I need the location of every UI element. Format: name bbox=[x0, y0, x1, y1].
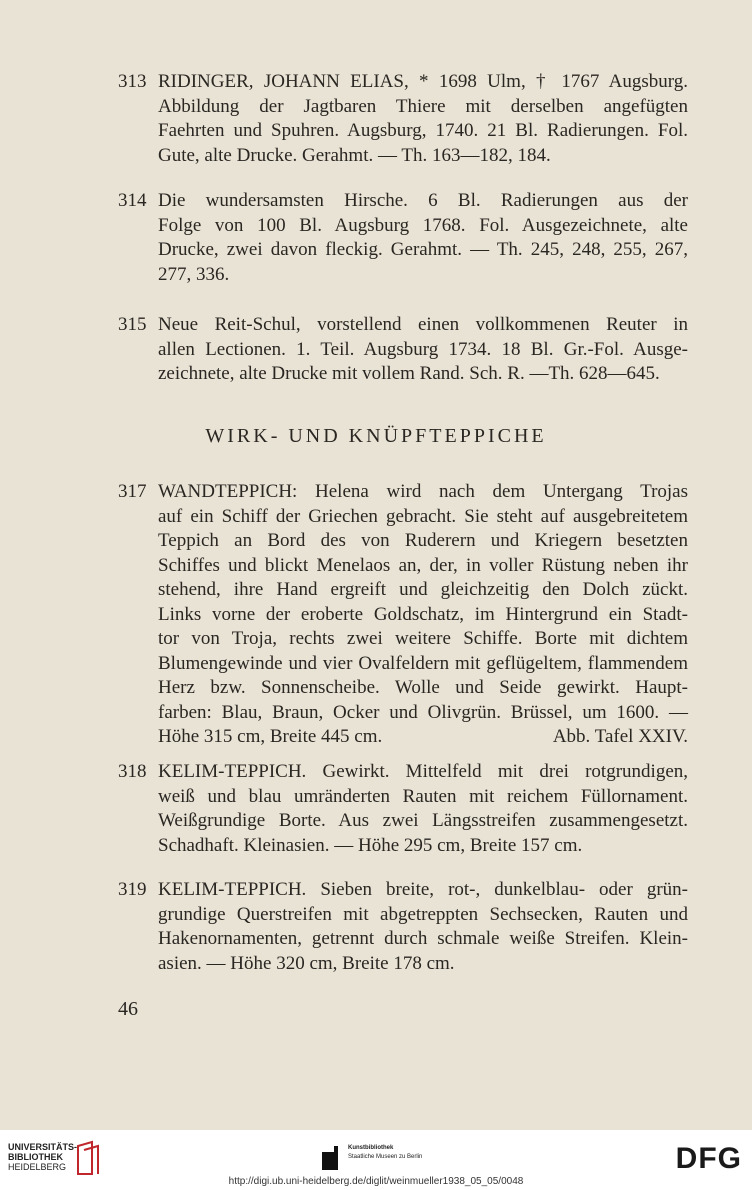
logo-line: BIBLIOTHEK bbox=[8, 1152, 63, 1162]
entry-line: Folge von 100 Bl. Augsburg 1768. Fol. Ausgezeichnete, alte bbox=[158, 214, 688, 236]
plate-reference: Abb. Tafel XXIV. bbox=[552, 726, 688, 747]
entry-line: Gute, alte Drucke. Gerahmt. — Th. 163—182, 184. bbox=[158, 144, 551, 166]
entry-line: Herz bzw. Sonnenscheibe. Wolle und Seide gewirkt. Haupt- bbox=[158, 677, 688, 698]
entry-line: Links vorne der eroberte Goldschatz, im Hintergrund ein Stadt- bbox=[158, 603, 688, 625]
entry-number: 319 bbox=[118, 879, 147, 900]
entry-line: WANDTEPPICH: Helena wird nach dem Untergang Trojas bbox=[158, 481, 688, 502]
entry-line: zeichnete, alte Drucke mit vollem Rand. Sch. R. —Th. 628—645. bbox=[158, 363, 660, 384]
entry-number: 317 bbox=[118, 481, 147, 502]
entry-line: Die wundersamsten Hirsche. 6 Bl. Radierungen aus der bbox=[158, 190, 688, 211]
kb-subtitle: Staatliche Museen zu Berlin bbox=[348, 1154, 423, 1160]
entry-line: allen Lectionen. 1. Teil. Augsburg 1734. 18 Bl. Gr.-Fol. Ausge- bbox=[158, 338, 688, 360]
dfg-logo[interactable]: DFG bbox=[675, 1142, 742, 1175]
section-heading: WIRK- UND KNÜPFTEPPICHE bbox=[205, 425, 547, 447]
entry-line: Abbildung der Jagtbaren Thiere mit derselben angefügten bbox=[158, 95, 688, 117]
kunstbibliothek-icon bbox=[322, 1146, 338, 1170]
logo-line: HEIDELBERG bbox=[8, 1162, 67, 1172]
catalog-entry-314 bbox=[118, 189, 688, 287]
entry-line: Blumengewinde und vier Ovalfeldern mit geflügeltem, flammendem bbox=[158, 652, 688, 674]
entry-line: Faehrten und Spuhren. Augsburg, 1740. 21 Bl. Radierungen. Fol. bbox=[158, 120, 688, 141]
entry-line: auf ein Schiff der Griechen gebracht. Sie steht auf ausgebreitetem bbox=[158, 505, 688, 527]
heidelberg-logo-icon bbox=[74, 1140, 102, 1176]
entry-line: Teppich an Bord des von Ruderern und Kriegern besetzten bbox=[158, 530, 688, 551]
entry-number: 314 bbox=[118, 190, 147, 211]
entry-line: 277, 336. bbox=[158, 263, 230, 285]
footer-bar bbox=[0, 1130, 752, 1190]
entry-number: 318 bbox=[118, 761, 147, 782]
entry-dimensions: Höhe 315 cm, Breite 445 cm. bbox=[158, 726, 383, 747]
entry-line: stehend, ihre Hand ergreift und gleichzeitig den Dolch zückt. bbox=[158, 579, 688, 600]
catalog-entry-315 bbox=[118, 313, 688, 387]
kb-title: Kunstbibliothek bbox=[348, 1145, 394, 1151]
entry-line: grundige Querstreifen mit abgetreppten Sechsecken, Rauten und bbox=[158, 903, 688, 925]
university-library-logo[interactable] bbox=[8, 1142, 77, 1172]
catalog-entry-318 bbox=[118, 760, 688, 858]
source-url-link[interactable]: http://digi.ub.uni-heidelberg.de/diglit/weinmueller1938_05_05/0048 bbox=[228, 1176, 524, 1187]
entry-line: Schadhaft. Kleinasien. — Höhe 295 cm, Breite 157 cm. bbox=[158, 834, 583, 856]
entry-line: RIDINGER, JOHANN ELIAS, * 1698 Ulm, † 1767 Augsburg. bbox=[158, 71, 688, 92]
entry-line: tor von Troja, rechts zwei weitere Schiffe. Borte mit dichtem bbox=[158, 628, 688, 649]
entry-line: KELIM-TEPPICH. Sieben breite, rot-, dunkelblau- oder grün- bbox=[158, 879, 688, 900]
catalog-entry-317 bbox=[118, 480, 688, 750]
catalog-entry-313 bbox=[118, 70, 688, 168]
page-number: 46 bbox=[118, 998, 138, 1020]
entry-dimensions-row bbox=[158, 725, 688, 750]
entry-number: 313 bbox=[118, 71, 147, 92]
entry-line: asien. — Höhe 320 cm, Breite 178 cm. bbox=[158, 952, 455, 974]
entry-line: Neue Reit-Schul, vorstellend einen vollkommenen Reuter in bbox=[158, 314, 688, 335]
entry-line: KELIM-TEPPICH. Gewirkt. Mittelfeld mit drei rotgrundigen, bbox=[158, 761, 688, 782]
logo-line: UNIVERSITÄTS- bbox=[8, 1142, 78, 1152]
entry-line: Drucke, zwei davon fleckig. Gerahmt. — Th. 245, 248, 255, 267, bbox=[158, 239, 688, 260]
entry-line: Weißgrundige Borte. Aus zwei Längsstreifen zusammengesetzt. bbox=[158, 810, 688, 831]
entry-line: Schiffes und blickt Menelaos an, der, in voller Rüstung neben ihr bbox=[158, 554, 688, 576]
catalog-entry-319 bbox=[118, 878, 688, 976]
entry-line: farben: Blau, Braun, Ocker und Olivgrün. Brüssel, um 1600. — bbox=[158, 701, 688, 723]
entry-line: weiß und blau umränderten Rauten mit reichem Füllornament. bbox=[158, 785, 688, 807]
entry-number: 315 bbox=[118, 314, 147, 335]
entry-line: Hakenornamenten, getrennt durch schmale weiße Streifen. Klein- bbox=[158, 928, 688, 949]
